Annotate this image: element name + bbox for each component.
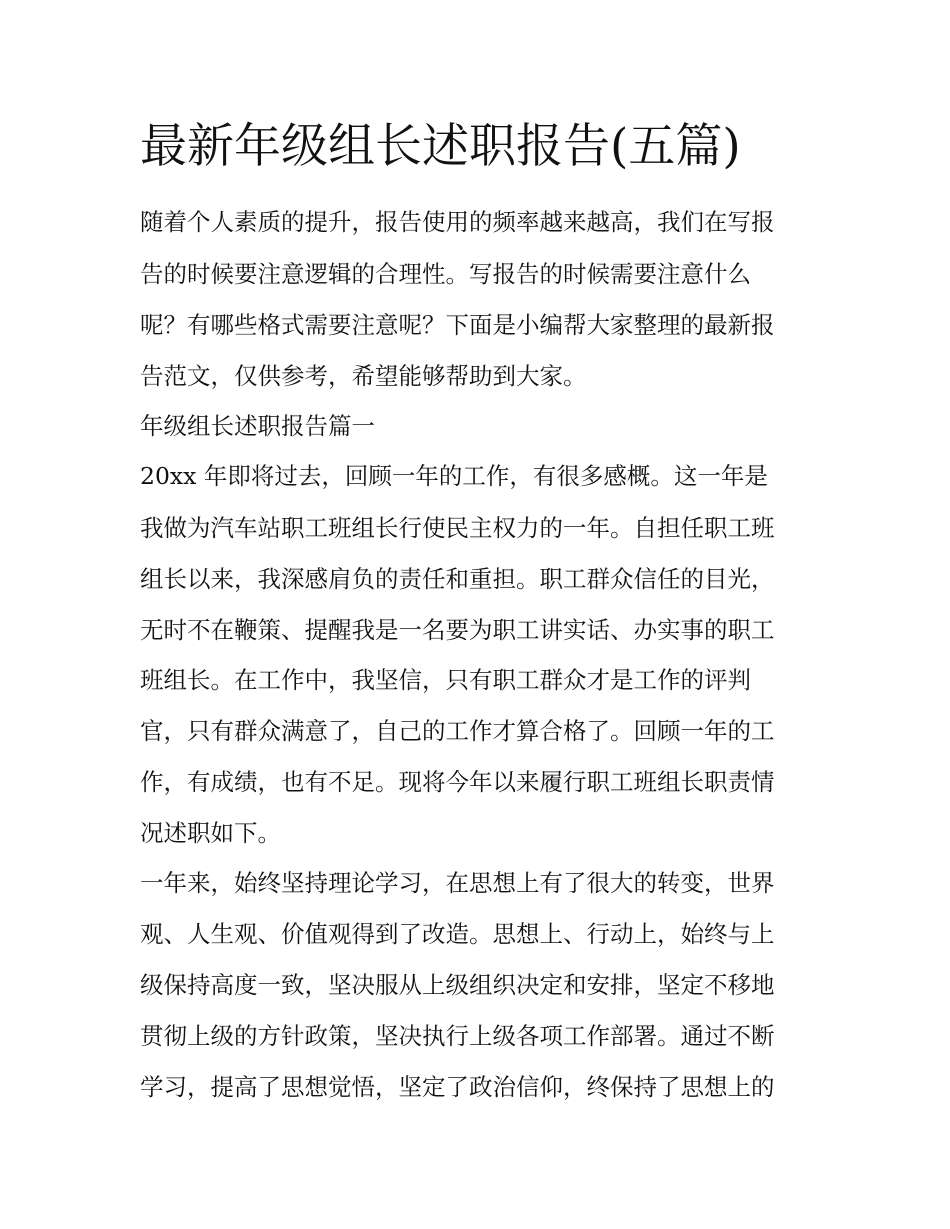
paragraph-2-line-4: 贯彻上级的方针政策，坚决执行上级各项工作部署。通过不断 (140, 1022, 775, 1050)
intro-line-4: 告范文，仅供参考，希望能够帮助到大家。 (140, 362, 587, 390)
intro-line-2: 告的时候要注意逻辑的合理性。写报告的时候需要注意什么 (140, 260, 751, 288)
paragraph-2-line-1: 一年来，始终坚持理论学习，在思想上有了很大的转变，世界 (140, 869, 775, 897)
paragraph-1-line-8: 况述职如下。 (140, 819, 281, 847)
document-title: 最新年级组长述职报告(五篇) (140, 119, 741, 174)
paragraph-2-line-5: 学习，提高了思想觉悟，坚定了政治信仰，终保持了思想上的 (140, 1073, 775, 1101)
intro-line-1: 随着个人素质的提升，报告使用的频率越来越高，我们在写报 (140, 208, 775, 236)
paragraph-2-line-2: 观、人生观、价值观得到了改造。思想上、行动上，始终与上 (140, 920, 775, 948)
paragraph-1-line-6: 官，只有群众满意了，自己的工作才算合格了。回顾一年的工 (140, 717, 775, 745)
paragraph-2-line-3: 级保持高度一致，坚决服从上级组织决定和安排，坚定不移地 (140, 971, 775, 999)
paragraph-1-line-3: 组长以来，我深感肩负的责任和重担。职工群众信任的目光， (140, 565, 775, 593)
paragraph-1-line-5: 班组长。在工作中，我坚信，只有职工群众才是工作的评判 (140, 666, 751, 694)
intro-line-3: 呢？有哪些格式需要注意呢？下面是小编帮大家整理的最新报 (140, 311, 775, 339)
paragraph-1-line-2: 我做为汽车站职工班组长行使民主权力的一年。自担任职工班 (140, 514, 775, 542)
section-heading-1: 年级组长述职报告篇一 (140, 412, 375, 440)
paragraph-1-line-4: 无时不在鞭策、提醒我是一名要为职工讲实话、办实事的职工 (140, 616, 775, 644)
paragraph-1-line-7: 作，有成绩，也有不足。现将今年以来履行职工班组长职责情 (140, 768, 775, 796)
paragraph-1-line-1: 20xx 年即将过去，回顾一年的工作，有很多感概。这一年是 (140, 462, 768, 490)
